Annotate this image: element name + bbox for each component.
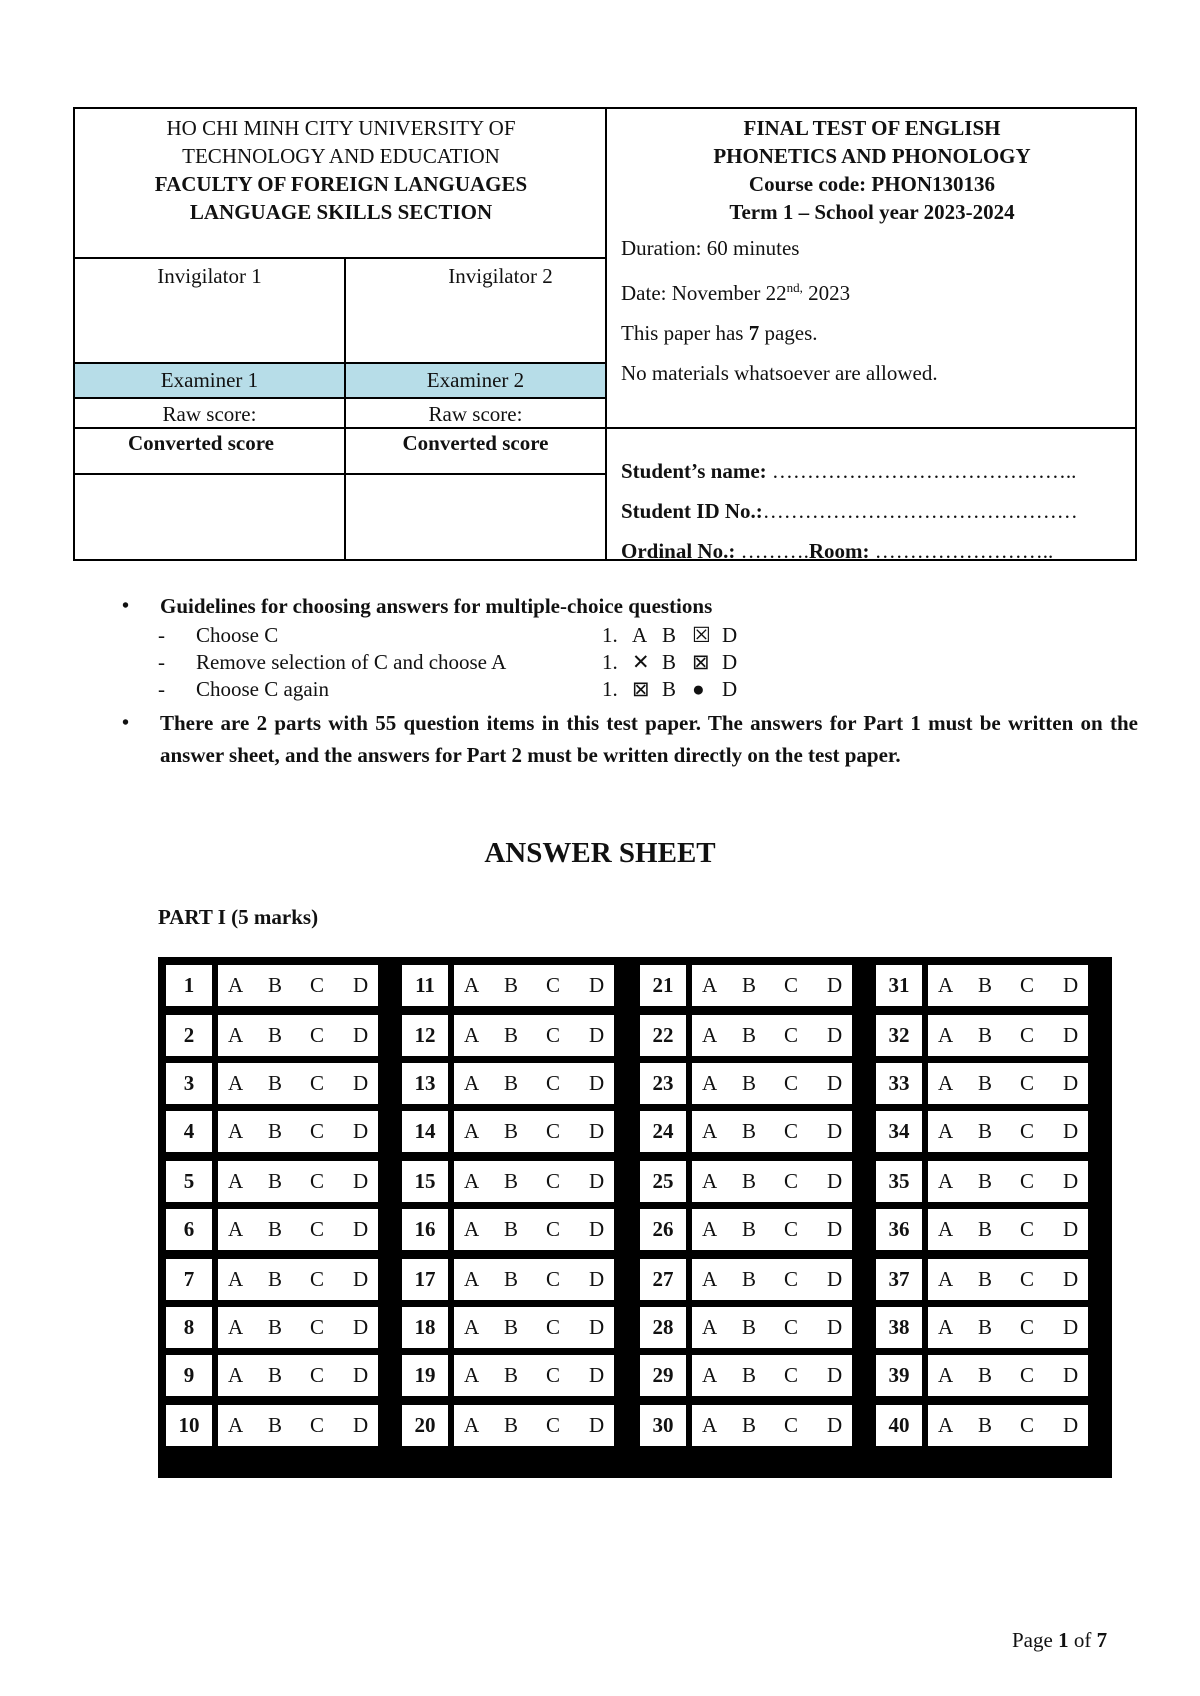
answer-option[interactable]: A — [464, 1169, 480, 1193]
question-number: 38 — [876, 1307, 922, 1348]
answer-option[interactable]: B — [504, 1023, 519, 1047]
answer-options — [928, 1405, 1088, 1446]
university-line-1: HO CHI MINH CITY UNIVERSITY OF — [166, 116, 516, 140]
guideline-item: - Remove selection of C and choose A 1. ✕ B ⊠ D — [118, 649, 1138, 676]
answer-option[interactable]: B — [742, 1315, 757, 1339]
answer-option[interactable]: D — [589, 1169, 605, 1193]
answer-option[interactable]: C — [1020, 1413, 1035, 1437]
answer-options — [454, 1063, 614, 1104]
answer-option[interactable]: C — [784, 973, 799, 997]
answer-option[interactable]: A — [938, 1071, 954, 1095]
question-number: 19 — [402, 1355, 448, 1396]
answer-option[interactable]: A — [938, 1169, 954, 1193]
answer-options — [928, 1161, 1088, 1202]
answer-options — [218, 1355, 378, 1396]
question-number: 29 — [640, 1355, 686, 1396]
demo-choose-c: 1. A B ☒ D — [602, 623, 738, 647]
institution-block — [75, 109, 607, 226]
answer-options — [218, 965, 378, 1006]
answer-option[interactable]: C — [784, 1169, 799, 1193]
answer-option[interactable]: C — [546, 1071, 561, 1095]
answer-option[interactable]: A — [464, 1071, 480, 1095]
raw-score-1: Raw score: — [162, 402, 257, 426]
answer-option[interactable]: C — [546, 1413, 561, 1437]
answer-option[interactable]: A — [702, 1071, 718, 1095]
question-number: 21 — [640, 965, 686, 1006]
answer-option[interactable]: D — [827, 1363, 843, 1387]
answer-option[interactable]: C — [1020, 973, 1035, 997]
answer-option[interactable]: A — [228, 1023, 244, 1047]
question-number: 24 — [640, 1111, 686, 1152]
question-number: 37 — [876, 1259, 922, 1300]
ordinal-room-field[interactable]: Ordinal No.: ……….Room: …………………….. — [621, 539, 1054, 563]
answer-option[interactable]: D — [827, 1217, 843, 1241]
answer-options — [692, 1063, 852, 1104]
page-number: Page 1 of 7 — [1012, 1628, 1108, 1652]
answer-option[interactable]: D — [1063, 1023, 1079, 1047]
demo-remove-c: 1. ✕ B ⊠ D — [602, 650, 738, 674]
answer-option[interactable]: C — [1020, 1119, 1035, 1143]
guideline-item: - Choose C again 1. ⊠ B ● D — [118, 676, 1138, 703]
answer-options — [692, 1307, 852, 1348]
answer-option[interactable]: D — [827, 1315, 843, 1339]
question-number: 25 — [640, 1161, 686, 1202]
answer-option[interactable]: A — [702, 973, 718, 997]
answer-option[interactable]: B — [268, 1169, 283, 1193]
answer-options — [692, 1111, 852, 1152]
question-number: 7 — [166, 1259, 212, 1300]
answer-option[interactable]: B — [504, 973, 519, 997]
answer-option[interactable]: A — [464, 1267, 480, 1291]
invigilator-2-label: Invigilator 2 — [448, 264, 553, 288]
answer-option[interactable]: A — [702, 1119, 718, 1143]
answer-option[interactable]: C — [310, 1267, 325, 1291]
answer-option[interactable]: C — [784, 1023, 799, 1047]
answer-option[interactable]: C — [310, 1169, 325, 1193]
answer-option[interactable]: B — [978, 1413, 993, 1437]
answer-option[interactable]: D — [353, 1413, 369, 1437]
answer-option[interactable]: D — [1063, 1267, 1079, 1291]
answer-option[interactable]: C — [784, 1071, 799, 1095]
answer-option[interactable]: B — [268, 1071, 283, 1095]
answer-option[interactable]: D — [1063, 1217, 1079, 1241]
answer-option[interactable]: B — [742, 1413, 757, 1437]
answer-option[interactable]: D — [1063, 1071, 1079, 1095]
faculty-name: FACULTY OF FOREIGN LANGUAGES — [154, 172, 528, 196]
answer-option[interactable]: C — [546, 1363, 561, 1387]
question-number: 30 — [640, 1405, 686, 1446]
answer-option[interactable]: D — [1063, 1119, 1079, 1143]
answer-option[interactable]: D — [1063, 1315, 1079, 1339]
answer-option[interactable]: B — [504, 1413, 519, 1437]
answer-options — [454, 1355, 614, 1396]
part-1-heading: PART I (5 marks) — [158, 905, 319, 929]
answer-option[interactable]: A — [702, 1169, 718, 1193]
question-number: 11 — [402, 965, 448, 1006]
question-number: 34 — [876, 1111, 922, 1152]
answer-option[interactable]: D — [1063, 1169, 1079, 1193]
question-number: 13 — [402, 1063, 448, 1104]
answer-sheet-title: ANSWER SHEET — [484, 837, 716, 869]
answer-options — [928, 1307, 1088, 1348]
question-number: 10 — [166, 1405, 212, 1446]
answer-option[interactable]: A — [228, 973, 244, 997]
answer-option[interactable]: C — [546, 1217, 561, 1241]
answer-option[interactable]: D — [353, 1023, 369, 1047]
answer-options — [928, 1063, 1088, 1104]
answer-option[interactable]: C — [310, 1023, 325, 1047]
answer-options — [454, 1307, 614, 1348]
answer-option[interactable]: C — [310, 1119, 325, 1143]
answer-options — [692, 1015, 852, 1056]
question-number: 33 — [876, 1063, 922, 1104]
answer-option[interactable]: A — [464, 1119, 480, 1143]
answer-option[interactable]: C — [1020, 1071, 1035, 1095]
answer-option[interactable]: A — [228, 1315, 244, 1339]
answer-options — [218, 1161, 378, 1202]
answer-option[interactable]: D — [827, 1023, 843, 1047]
answer-options — [218, 1209, 378, 1250]
answer-options — [218, 1259, 378, 1300]
answer-options — [454, 965, 614, 1006]
answer-option[interactable]: D — [589, 1217, 605, 1241]
answer-option[interactable]: B — [742, 1217, 757, 1241]
question-number: 17 — [402, 1259, 448, 1300]
answer-option[interactable]: D — [589, 1315, 605, 1339]
answer-option[interactable]: C — [310, 1071, 325, 1095]
question-number: 2 — [166, 1015, 212, 1056]
answer-option[interactable]: A — [228, 1363, 244, 1387]
answer-option[interactable]: C — [310, 1363, 325, 1387]
question-number: 31 — [876, 965, 922, 1006]
section-name: LANGUAGE SKILLS SECTION — [189, 200, 493, 224]
answer-option[interactable]: A — [938, 1217, 954, 1241]
answer-option[interactable]: B — [504, 1217, 519, 1241]
answer-option[interactable]: A — [938, 1119, 954, 1143]
answer-option[interactable]: C — [784, 1217, 799, 1241]
answer-option[interactable]: D — [827, 1413, 843, 1437]
question-number: 9 — [166, 1355, 212, 1396]
answer-options — [692, 965, 852, 1006]
question-number: 18 — [402, 1307, 448, 1348]
question-number: 22 — [640, 1015, 686, 1056]
answer-option[interactable]: B — [742, 1023, 757, 1047]
answer-options — [454, 1405, 614, 1446]
question-number: 27 — [640, 1259, 686, 1300]
question-number: 23 — [640, 1063, 686, 1104]
answer-option[interactable]: C — [1020, 1217, 1035, 1241]
question-number: 15 — [402, 1161, 448, 1202]
guideline-item: - Choose C 1. A B ☒ D — [118, 622, 1138, 649]
answer-option[interactable]: A — [702, 1267, 718, 1291]
answer-option[interactable]: B — [268, 1413, 283, 1437]
answer-option[interactable]: D — [353, 1267, 369, 1291]
student-name-field[interactable]: Student’s name: …………………………………….. — [621, 459, 1077, 483]
parts-note: • There are 2 parts with 55 question items in this test paper. The answers for Part 1 must be written on the answer sheet, and the answers for Part 2 must be written directly on the test paper. — [118, 707, 1138, 771]
answer-option[interactable]: A — [464, 973, 480, 997]
student-id-field[interactable]: Student ID No.:……………………………………… — [621, 499, 1078, 523]
answer-options — [218, 1405, 378, 1446]
answer-option[interactable]: B — [504, 1119, 519, 1143]
answer-option[interactable]: C — [546, 973, 561, 997]
answer-option[interactable]: C — [546, 1119, 561, 1143]
answer-option[interactable]: A — [702, 1315, 718, 1339]
answer-option[interactable]: C — [1020, 1267, 1035, 1291]
examiner-2-label: Examiner 2 — [346, 364, 605, 397]
answer-option[interactable]: C — [310, 1315, 325, 1339]
answer-options — [928, 1015, 1088, 1056]
answer-option[interactable]: D — [589, 973, 605, 997]
answer-option[interactable]: B — [742, 1267, 757, 1291]
student-info — [621, 451, 1131, 571]
answer-option[interactable]: D — [827, 1119, 843, 1143]
header-table — [73, 107, 1137, 561]
answer-option[interactable]: C — [310, 1413, 325, 1437]
answer-option[interactable]: A — [938, 1413, 954, 1437]
answer-option[interactable]: C — [784, 1267, 799, 1291]
answer-option[interactable]: D — [827, 1267, 843, 1291]
answer-option[interactable]: A — [938, 1315, 954, 1339]
answer-option[interactable]: A — [228, 1119, 244, 1143]
answer-option[interactable]: A — [464, 1363, 480, 1387]
answer-option[interactable]: B — [268, 1363, 283, 1387]
page-count: This paper has 7 pages. — [621, 321, 818, 345]
answer-options — [454, 1209, 614, 1250]
question-number: 32 — [876, 1015, 922, 1056]
question-number: 5 — [166, 1161, 212, 1202]
answer-option[interactable]: A — [228, 1071, 244, 1095]
answer-option[interactable]: B — [978, 1315, 993, 1339]
question-number: 14 — [402, 1111, 448, 1152]
answer-option[interactable]: C — [784, 1119, 799, 1143]
answer-options — [692, 1161, 852, 1202]
answer-option[interactable]: A — [938, 973, 954, 997]
duration: Duration: 60 minutes — [621, 236, 800, 260]
answer-options — [928, 965, 1088, 1006]
test-title-2: PHONETICS AND PHONOLOGY — [713, 144, 1031, 168]
question-number: 40 — [876, 1405, 922, 1446]
answer-option[interactable]: B — [978, 973, 993, 997]
question-number: 3 — [166, 1063, 212, 1104]
answer-options — [454, 1015, 614, 1056]
answer-option[interactable]: B — [268, 973, 283, 997]
answer-option[interactable]: D — [1063, 973, 1079, 997]
answer-option[interactable]: A — [228, 1413, 244, 1437]
answer-option[interactable]: B — [978, 1217, 993, 1241]
answer-option[interactable]: B — [742, 1119, 757, 1143]
answer-option[interactable]: B — [978, 1363, 993, 1387]
answer-options — [928, 1259, 1088, 1300]
answer-options — [928, 1209, 1088, 1250]
test-title-block — [607, 109, 1137, 226]
answer-option[interactable]: A — [464, 1023, 480, 1047]
answer-option[interactable]: A — [228, 1217, 244, 1241]
answer-option[interactable]: B — [742, 1169, 757, 1193]
question-number: 35 — [876, 1161, 922, 1202]
answer-option[interactable]: B — [268, 1119, 283, 1143]
answer-option[interactable]: C — [546, 1315, 561, 1339]
answer-option[interactable]: A — [464, 1413, 480, 1437]
answer-options — [928, 1111, 1088, 1152]
question-number: 12 — [402, 1015, 448, 1056]
answer-option[interactable]: B — [268, 1315, 283, 1339]
answer-option[interactable]: B — [504, 1169, 519, 1193]
answer-option[interactable]: D — [353, 1071, 369, 1095]
answer-option[interactable]: C — [546, 1267, 561, 1291]
answer-option[interactable]: D — [353, 1119, 369, 1143]
answer-options — [454, 1259, 614, 1300]
raw-score-2: Raw score: — [428, 402, 523, 426]
guidelines-title: • Guidelines for choosing answers for multiple-choice questions — [118, 590, 1138, 622]
exam-date: Date: November $22^{nd,}$ 2023 — [621, 280, 851, 305]
answer-options — [928, 1355, 1088, 1396]
answer-option[interactable]: C — [310, 1217, 325, 1241]
answer-option[interactable]: B — [268, 1023, 283, 1047]
answer-option[interactable]: C — [1020, 1363, 1035, 1387]
answer-option[interactable]: B — [504, 1315, 519, 1339]
question-number: 36 — [876, 1209, 922, 1250]
answer-options — [218, 1063, 378, 1104]
answer-option[interactable]: A — [228, 1169, 244, 1193]
answer-option[interactable]: D — [589, 1023, 605, 1047]
question-number: 6 — [166, 1209, 212, 1250]
answer-option[interactable]: D — [353, 1315, 369, 1339]
answer-option[interactable]: B — [504, 1267, 519, 1291]
question-number: 39 — [876, 1355, 922, 1396]
answer-option[interactable]: D — [589, 1413, 605, 1437]
exam-info — [621, 234, 1121, 399]
answer-grid — [158, 957, 1112, 1478]
answer-options — [454, 1111, 614, 1152]
question-number: 4 — [166, 1111, 212, 1152]
question-number: 16 — [402, 1209, 448, 1250]
answer-option[interactable]: B — [268, 1267, 283, 1291]
test-title-1: FINAL TEST OF ENGLISH — [743, 116, 1001, 140]
answer-option[interactable]: C — [1020, 1169, 1035, 1193]
answer-option[interactable]: D — [589, 1071, 605, 1095]
answer-option[interactable]: D — [353, 1169, 369, 1193]
examiner-1-label: Examiner 1 — [75, 364, 344, 397]
answer-option[interactable]: B — [504, 1071, 519, 1095]
guidelines — [118, 590, 1138, 771]
invigilator-1-label: Invigilator 1 — [157, 264, 262, 288]
answer-option[interactable]: B — [268, 1217, 283, 1241]
answer-option[interactable]: B — [978, 1071, 993, 1095]
answer-option[interactable]: D — [827, 1169, 843, 1193]
question-number: 26 — [640, 1209, 686, 1250]
answer-option[interactable]: D — [827, 1071, 843, 1095]
answer-option[interactable]: D — [353, 1217, 369, 1241]
answer-option[interactable]: B — [742, 1071, 757, 1095]
answer-option[interactable]: A — [702, 1413, 718, 1437]
answer-option[interactable]: A — [938, 1023, 954, 1047]
course-code: Course code: PHON130136 — [748, 172, 996, 196]
answer-option[interactable]: D — [1063, 1363, 1079, 1387]
answer-option[interactable]: A — [464, 1315, 480, 1339]
answer-option[interactable]: A — [938, 1267, 954, 1291]
demo-choose-c-again: 1. ⊠ B ● D — [602, 677, 738, 701]
answer-option[interactable]: A — [702, 1023, 718, 1047]
answer-options — [692, 1355, 852, 1396]
answer-options — [454, 1161, 614, 1202]
answer-option[interactable]: D — [827, 973, 843, 997]
answer-option[interactable]: D — [589, 1363, 605, 1387]
answer-option[interactable]: C — [310, 973, 325, 997]
answer-option[interactable]: B — [742, 1363, 757, 1387]
answer-option[interactable]: C — [784, 1315, 799, 1339]
answer-option[interactable]: D — [589, 1267, 605, 1291]
question-number: 1 — [166, 965, 212, 1006]
answer-option[interactable]: A — [938, 1363, 954, 1387]
answer-option[interactable]: B — [978, 1023, 993, 1047]
answer-options — [218, 1307, 378, 1348]
answer-option[interactable]: D — [1063, 1413, 1079, 1437]
answer-option[interactable]: B — [978, 1119, 993, 1143]
answer-option[interactable]: D — [353, 1363, 369, 1387]
converted-score-2: Converted score — [402, 431, 549, 455]
answer-option[interactable]: C — [784, 1363, 799, 1387]
answer-option[interactable]: D — [353, 973, 369, 997]
answer-options — [692, 1405, 852, 1446]
answer-option[interactable]: B — [978, 1267, 993, 1291]
answer-option[interactable]: C — [546, 1023, 561, 1047]
answer-option[interactable]: C — [1020, 1315, 1035, 1339]
converted-score-1: Converted score — [128, 431, 274, 455]
answer-option[interactable]: B — [742, 973, 757, 997]
term: Term 1 – School year 2023-2024 — [729, 200, 1015, 224]
answer-option[interactable]: C — [1020, 1023, 1035, 1047]
answer-option[interactable]: C — [546, 1169, 561, 1193]
answer-option[interactable]: D — [589, 1119, 605, 1143]
answer-option[interactable]: B — [504, 1363, 519, 1387]
answer-options — [218, 1015, 378, 1056]
materials-note: No materials whatsoever are allowed. — [621, 361, 938, 385]
answer-option[interactable]: A — [464, 1217, 480, 1241]
answer-options — [692, 1209, 852, 1250]
university-line-2: TECHNOLOGY AND EDUCATION — [182, 144, 500, 168]
question-number: 20 — [402, 1405, 448, 1446]
question-number: 28 — [640, 1307, 686, 1348]
answer-option[interactable]: C — [784, 1413, 799, 1437]
answer-option[interactable]: A — [228, 1267, 244, 1291]
answer-options — [692, 1259, 852, 1300]
answer-option[interactable]: A — [702, 1363, 718, 1387]
answer-option[interactable]: A — [702, 1217, 718, 1241]
question-number: 8 — [166, 1307, 212, 1348]
answer-option[interactable]: B — [978, 1169, 993, 1193]
answer-options — [218, 1111, 378, 1152]
